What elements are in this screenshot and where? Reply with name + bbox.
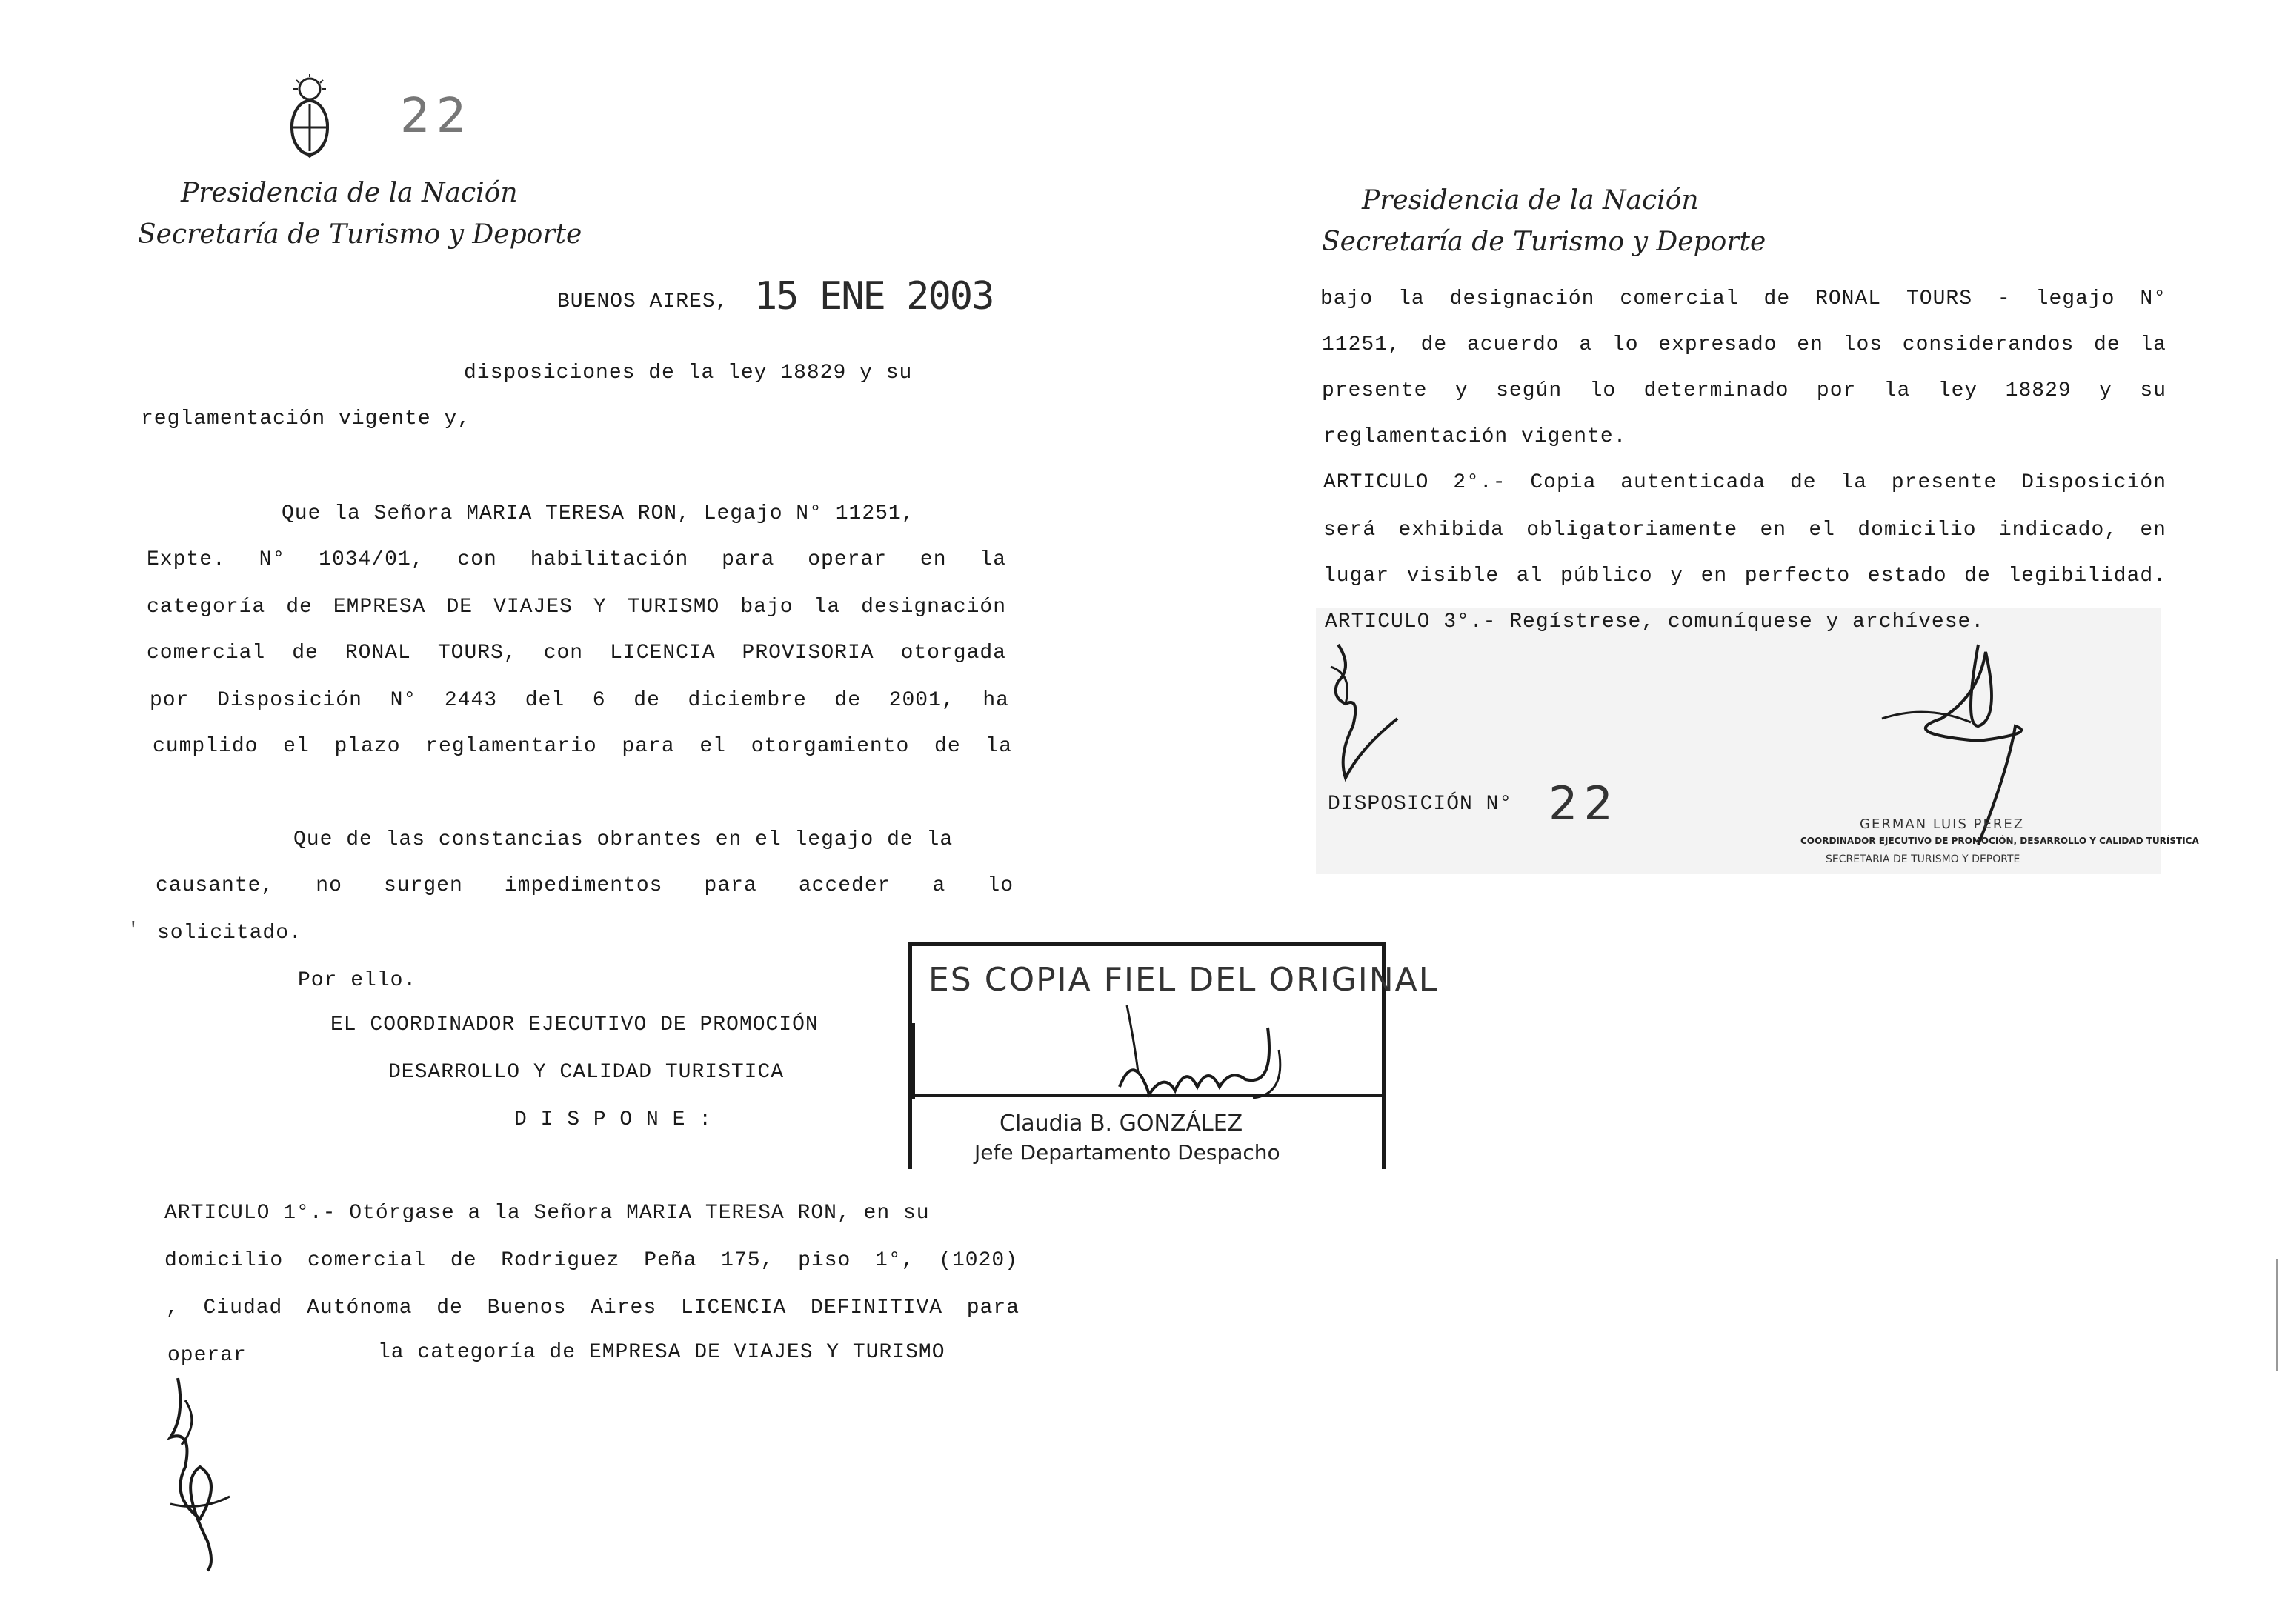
- place-label: BUENOS AIRES,: [557, 290, 729, 313]
- coat-of-arms-icon: [287, 74, 332, 163]
- text-line: 11251, de acuerdo a lo expresado en los considerandos de la: [1322, 333, 2166, 356]
- text-line: comercial de RONAL TOURS, con LICENCIA PROVISORIA otorgada: [147, 642, 1006, 665]
- stamp-title: ES COPIA FIEL DEL ORIGINAL: [928, 961, 1439, 999]
- initials-signature: [1316, 637, 1405, 785]
- text-line: ARTICULO 3°.- Regístrese, comuníquese y archívese.: [1325, 610, 1985, 633]
- text-line: ARTICULO 2°.- Copia autenticada de la presente Disposición: [1323, 471, 2166, 494]
- page-number: 22: [400, 89, 473, 144]
- text-line: lugar visible al público y en perfecto estado de legibilidad.: [1323, 565, 2166, 588]
- header-presidency: Presidencia de la Nación: [181, 178, 518, 208]
- stamp-signature: [1105, 983, 1297, 1109]
- text-line: Por ello.: [298, 969, 417, 992]
- header-secretariat: Secretaría de Turismo y Deporte: [138, 219, 582, 250]
- text-line: reglamentación vigente y,: [141, 407, 471, 430]
- certified-copy-stamp: [908, 942, 1439, 1169]
- text-line: causante, no surgen impedimentos para acceder a lo: [156, 874, 1014, 897]
- stamp-name: Claudia B. GONZÁLEZ: [1000, 1111, 1243, 1137]
- scan-edge-mark: [2276, 1259, 2278, 1371]
- text-line: presente y según lo determinado por la ley 18829 y su: [1322, 379, 2166, 402]
- text-line: por Disposición N° 2443 del 6 de diciembre de 2001, ha: [150, 689, 1009, 712]
- text-line: disposiciones de la ley 18829 y su: [464, 362, 913, 385]
- text-line: , Ciudad Autónoma de Buenos Aires LICENCIA DEFINITIVA para: [166, 1297, 1020, 1320]
- signatory-name: GERMAN LUIS PEREZ: [1860, 816, 2025, 832]
- text-line: bajo la designación comercial de RONAL TOURS - legajo N°: [1320, 287, 2166, 310]
- signatory-office: SECRETARIA DE TURISMO Y DEPORTE: [1826, 853, 2020, 865]
- stamp-side-mark: [912, 1023, 915, 1099]
- date-stamp: 15 ENE 2003: [754, 274, 994, 319]
- margin-mark-icon: ': [127, 919, 139, 941]
- text-line: la categoría de EMPRESA DE VIAJES Y TURISMO: [378, 1341, 945, 1364]
- signatory-title: COORDINADOR EJECUTIVO DE PROMOCIÓN, DESARROLLO Y CALIDAD TURÍSTICA: [1800, 836, 2199, 846]
- text-line: Expte. N° 1034/01, con habilitación para operar en la: [147, 548, 1006, 571]
- header-secretariat: Secretaría de Turismo y Deporte: [1322, 227, 1766, 257]
- text-line: domicilio comercial de Rodriguez Peña 175, piso 1°, (1020): [164, 1249, 1018, 1272]
- text-line: EL COORDINADOR EJECUTIVO DE PROMOCIÓN: [330, 1014, 819, 1036]
- text-line: DESARROLLO Y CALIDAD TURISTICA: [388, 1061, 785, 1084]
- stamp-role: Jefe Departamento Despacho: [974, 1140, 1280, 1165]
- text-line: Que de las constancias obrantes en el legajo de la: [293, 828, 954, 851]
- text-line: D I S P O N E :: [514, 1108, 713, 1131]
- text-line: solicitado.: [157, 922, 302, 945]
- text-line: Que la Señora MARIA TERESA RON, Legajo N° 11251,: [282, 502, 915, 525]
- initials-signature: [156, 1371, 259, 1578]
- text-line: reglamentación vigente.: [1323, 425, 1627, 448]
- text-line: será exhibida obligatoriamente en el domicilio indicado, en: [1323, 519, 2166, 542]
- disposition-label: DISPOSICIÓN N°: [1328, 793, 1513, 816]
- text-line: cumplido el plazo reglamentario para el otorgamiento de la: [153, 735, 1012, 758]
- disposition-number: 22: [1549, 776, 1619, 831]
- text-line: ARTICULO 1°.- Otórgase a la Señora MARIA TERESA RON, en su: [164, 1202, 930, 1225]
- text-line: categoría de EMPRESA DE VIAJES Y TURISMO bajo la designación: [147, 596, 1006, 619]
- header-presidency: Presidencia de la Nación: [1362, 185, 1699, 216]
- text-line: operar: [167, 1344, 247, 1367]
